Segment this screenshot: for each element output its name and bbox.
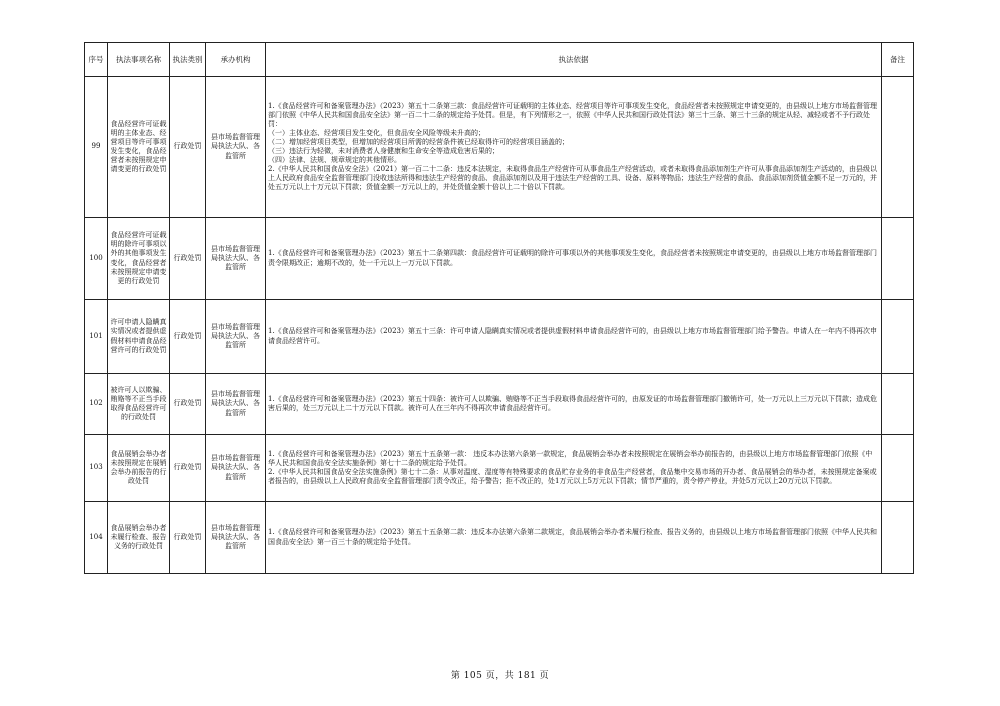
header-note: 备注 [882,43,914,77]
row-no: 99 [85,77,108,218]
row-basis [266,218,882,300]
row-note [882,300,914,374]
row-agency: 县市场监督管理局执法大队、各监管所 [206,435,266,502]
row-note [882,218,914,300]
table-header-row [85,43,914,77]
row-agency: 县市场监督管理局执法大队、各监管所 [206,374,266,435]
header-no: 序号 [85,43,108,77]
row-name: 食品经营许可证载明的主体业态、经营项目等许可事项发生变化，食品经营者未按照规定申请变更的行政处罚 [108,77,170,218]
row-basis [266,502,882,574]
row-basis [266,300,882,374]
row-name: 食品展销会举办者未履行检查、报告义务的行政处罚 [108,502,170,574]
row-name: 被许可人以欺骗、贿赂等不正当手段取得食品经营许可的行政处罚 [108,374,170,435]
header-agency: 承办机构 [206,43,266,77]
basis-line: 1.《食品经营许可和备案管理办法》（2023）第五十四条：被许可人以欺骗、贿赂等不正当手段取得食品经营许可的，由原发证的市场监督管理部门撤销许可，处一万元以上三万元以下罚款；造成危害后果的，处三万元以上二十万元以下罚款。被许可人在三年内不得再次申请食品经营许可。 [268,394,877,412]
row-note [882,374,914,435]
row-no: 102 [85,374,108,435]
row-category: 行政处罚 [170,300,206,374]
row-no: 100 [85,218,108,300]
basis-line: 1.《食品经营许可和备案管理办法》（2023）第五十二条第四款：食品经营许可证载明的除许可事项以外的其他事项发生变化，食品经营者未按照规定申请变更的，由县级以上地方市场监督管理部门责令限期改正；逾期不改的，处一千元以上一万元以下罚款。 [268,249,877,267]
row-basis [266,435,882,502]
row-name: 许可申请人隐瞒真实情况或者提供虚假材料申请食品经营许可的行政处罚 [108,300,170,374]
row-name: 食品展销会举办者未按照规定在展销会举办前报告的行政处罚 [108,435,170,502]
row-agency: 县市场监督管理局执法大队、各监管所 [206,218,266,300]
row-no: 104 [85,502,108,574]
row-category: 行政处罚 [170,218,206,300]
row-category: 行政处罚 [170,435,206,502]
basis-line: （四）法律、法规、规章规定的其他情形。 [268,156,401,165]
row-name: 食品经营许可证载明的除许可事项以外的其他事项发生变化，食品经营者未按照规定申请变更的行政处罚 [108,218,170,300]
basis-line: 1.《食品经营许可和备案管理办法》（2023）第五十二条第三款：食品经营许可证载明的主体业态、经营项目等许可事项发生变化，食品经营者未按照规定申请变更的，由县级以上地方市场监督管理部门依照《中华人民共和国食品安全法》第一百二十二条的规定给予处罚。但是，有下列情形之一，依照《中华人民共和国行政处罚法》第三十三条、第三十三条的规定从轻、减轻或者不予行政处罚： [268,101,877,128]
basis-line: （一）主体业态、经营项目发生变化，但食品安全风险等级未升高的； [268,128,485,137]
row-note [882,77,914,218]
row-agency: 县市场监督管理局执法大队、各监管所 [206,300,266,374]
row-note [882,502,914,574]
basis-line: 1.《食品经营许可和备案管理办法》（2023）第五十五条第二款：违反本办法第六条第二款规定，食品展销会举办者未履行检查、报告义务的，由县级以上地方市场监督管理部门依照《中华人民共和国食品安全法》第一百三十条的规定给予处罚。 [268,528,877,546]
basis-line: 2.《中华人民共和国食品安全法实施条例》第七十二条：从事对温度、湿度等有特殊要求的食品贮存业务的非食品生产经营者，食品集中交易市场的开办者、食品展销会的举办者，未按照规定备案或者报告的，由县级以上人民政府食品安全监督管理部门责令改正，给予警告；拒不改正的，处1万元以上5万元以下罚款；情节严重的，责令停产停业，并处5万元以上20万元以下罚款。 [268,468,877,486]
basis-line: 1.《食品经营许可和备案管理办法》（2023）第五十三条：许可申请人隐瞒真实情况或者提供虚假材料申请食品经营许可的，由县级以上地方市场监督管理部门给予警告。申请人在一年内不得再次申请食品经营许可。 [268,327,877,345]
page-footer: 第 105 页，共 181 页 [450,671,550,681]
row-no: 103 [85,435,108,502]
header-basis: 执法依据 [266,43,882,77]
row-category: 行政处罚 [170,502,206,574]
row-note [882,435,914,502]
row-agency: 县市场监督管理局执法大队、各监管所 [206,502,266,574]
header-category: 执法类别 [170,43,206,77]
row-basis [266,374,882,435]
row-category: 行政处罚 [170,77,206,218]
row-category: 行政处罚 [170,374,206,435]
row-no: 101 [85,300,108,374]
row-agency: 县市场监督管理局执法大队、各监管所 [206,77,266,218]
header-name: 执法事项名称 [108,43,170,77]
table-body [85,77,914,574]
basis-line: （三）违法行为轻微，未对消费者人身健康和生命安全等造成危害后果的； [268,147,499,155]
enforcement-table [84,42,914,574]
basis-line: （二）增加经营项目类型，但增加的经营项目所需的经营条件被已经取得许可的经营项目涵盖的； [268,137,569,146]
basis-line: 1.《食品经营许可和备案管理办法》（2023）第五十五条第一款： 违反本办法第六条第一款规定，食品展销会举办者未按照规定在展销会举办前报告的，由县级以上地方市场监督管理部门依照《中华人民共和国食品安全法实施条例》第七十二条的规定给予处罚。 [268,449,873,467]
basis-line: 2.《中华人民共和国食品安全法》（2021）第一百二十二条：违反本法规定，未取得食品生产经营许可从事食品生产经营活动，或者未取得食品添加剂生产许可从事食品添加剂生产活动的，由县级以上人民政府食品安全监督管理部门没收违法所得和违法生产经营的食品、食品添加剂以及用于违法生产经营的工具、设备、原料等物品；违法生产经营的食品、食品添加剂货值金额不足一万元的，并处五万元以上十万元以下罚款；货值金额一万元以上的，并处货值金额十倍以上二十倍以下罚款。 [268,165,877,192]
row-basis [266,77,882,218]
